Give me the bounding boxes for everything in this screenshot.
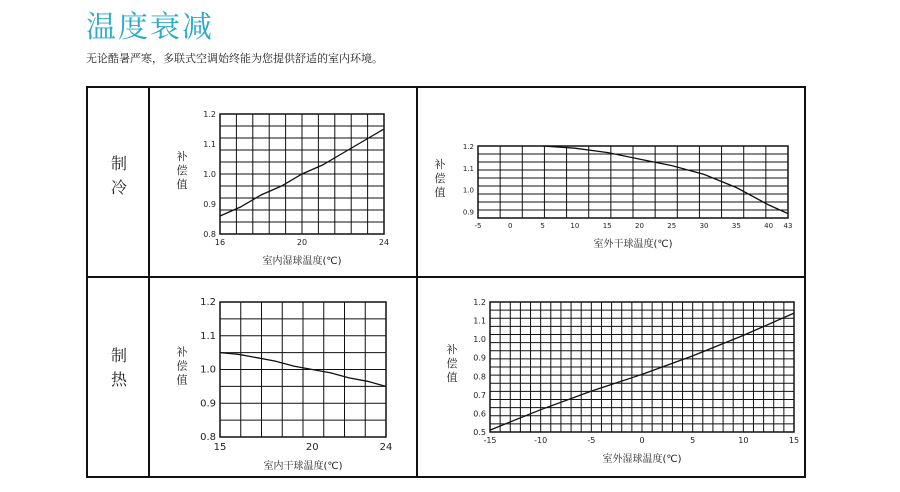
chart-heating-indoor [150, 278, 416, 476]
x-tick-label: 0 [639, 436, 645, 445]
mode-label-cooling: 制冷 [110, 154, 127, 197]
x-tick-label: 24 [378, 238, 390, 247]
y-tick-label: 1.1 [473, 316, 486, 326]
y-axis-label: 偿 [434, 172, 446, 185]
y-tick-label: 1.0 [203, 170, 216, 179]
x-tick-label: 0 [508, 222, 513, 230]
y-axis-label: 值 [176, 178, 188, 191]
y-axis-label: 值 [446, 371, 458, 384]
y-tick-label: 0.9 [200, 398, 216, 410]
y-tick-label: 0.8 [200, 432, 216, 443]
x-tick-label: 40 [764, 222, 774, 230]
y-tick-label: 1.1 [203, 140, 216, 149]
x-tick-label: 15 [788, 436, 800, 445]
y-tick-label: 1.2 [200, 297, 216, 308]
y-axis-label: 值 [176, 373, 188, 387]
page-title: 温度衰减 [86, 10, 214, 45]
x-tick-label: 20 [296, 238, 308, 247]
chart-heating-outdoor [418, 278, 804, 476]
y-tick-label: 1.0 [473, 335, 486, 345]
y-tick-label: 1.1 [462, 164, 474, 173]
mode-label-heating: 制热 [110, 346, 127, 389]
y-tick-label: 0.7 [473, 390, 486, 400]
x-tick-label: 20 [305, 442, 319, 453]
y-tick-label: 0.8 [473, 372, 486, 382]
y-axis-label: 值 [434, 186, 446, 199]
x-tick-label: 5 [690, 436, 696, 445]
x-tick-label: 20 [634, 222, 644, 230]
page-subtitle: 无论酷暑严寒，多联式空调始终能为您提供舒适的室内环境。 [86, 52, 383, 65]
y-tick-label: 1.0 [462, 186, 474, 195]
y-tick-label: 0.9 [462, 208, 474, 217]
x-tick-label: -15 [483, 436, 497, 445]
x-tick-label: -5 [474, 222, 482, 230]
x-tick-label: 16 [214, 238, 226, 247]
x-tick-label: 10 [570, 222, 580, 230]
x-tick-label: 24 [379, 442, 393, 453]
y-tick-label: 1.2 [462, 143, 474, 151]
x-axis-label: 室内干球温度(℃) [263, 461, 343, 472]
x-axis-label: 室外干球温度(℃) [593, 239, 673, 250]
x-tick-label: 5 [540, 222, 545, 230]
y-axis-label: 补 [176, 345, 188, 359]
x-tick-label: 15 [602, 222, 612, 230]
x-tick-label: 15 [213, 442, 227, 453]
y-tick-label: 0.5 [473, 428, 486, 437]
y-tick-label: 1.0 [200, 364, 216, 376]
y-axis-label: 偿 [176, 359, 188, 373]
y-tick-label: 1.2 [203, 110, 216, 119]
y-tick-label: 1.1 [200, 330, 216, 342]
y-axis-label: 偿 [446, 357, 458, 370]
y-tick-label: 0.8 [203, 230, 216, 239]
x-tick-label: -5 [587, 436, 596, 445]
chart-cooling-outdoor [418, 88, 804, 276]
y-tick-label: 0.9 [473, 353, 486, 363]
x-tick-label: 10 [738, 436, 749, 445]
y-tick-label: 0.6 [473, 409, 486, 419]
y-axis-label: 补 [434, 158, 446, 171]
series-line [543, 146, 788, 214]
chart-cooling-indoor [150, 88, 416, 276]
x-tick-label: 35 [731, 222, 741, 230]
y-axis-label: 补 [176, 150, 188, 163]
y-axis-label: 偿 [176, 164, 188, 177]
x-axis-label: 室内湿球温度(℃) [262, 256, 342, 267]
x-axis-label: 室外湿球温度(℃) [602, 454, 682, 465]
x-tick-label: 30 [699, 222, 709, 230]
x-tick-label: -10 [534, 436, 548, 445]
y-axis-label: 补 [446, 343, 458, 356]
attenuation-table [86, 86, 806, 478]
y-tick-label: 1.2 [473, 298, 486, 307]
x-tick-label: 25 [667, 222, 677, 230]
x-tick-label: 43 [783, 222, 793, 230]
y-tick-label: 0.9 [203, 200, 216, 209]
